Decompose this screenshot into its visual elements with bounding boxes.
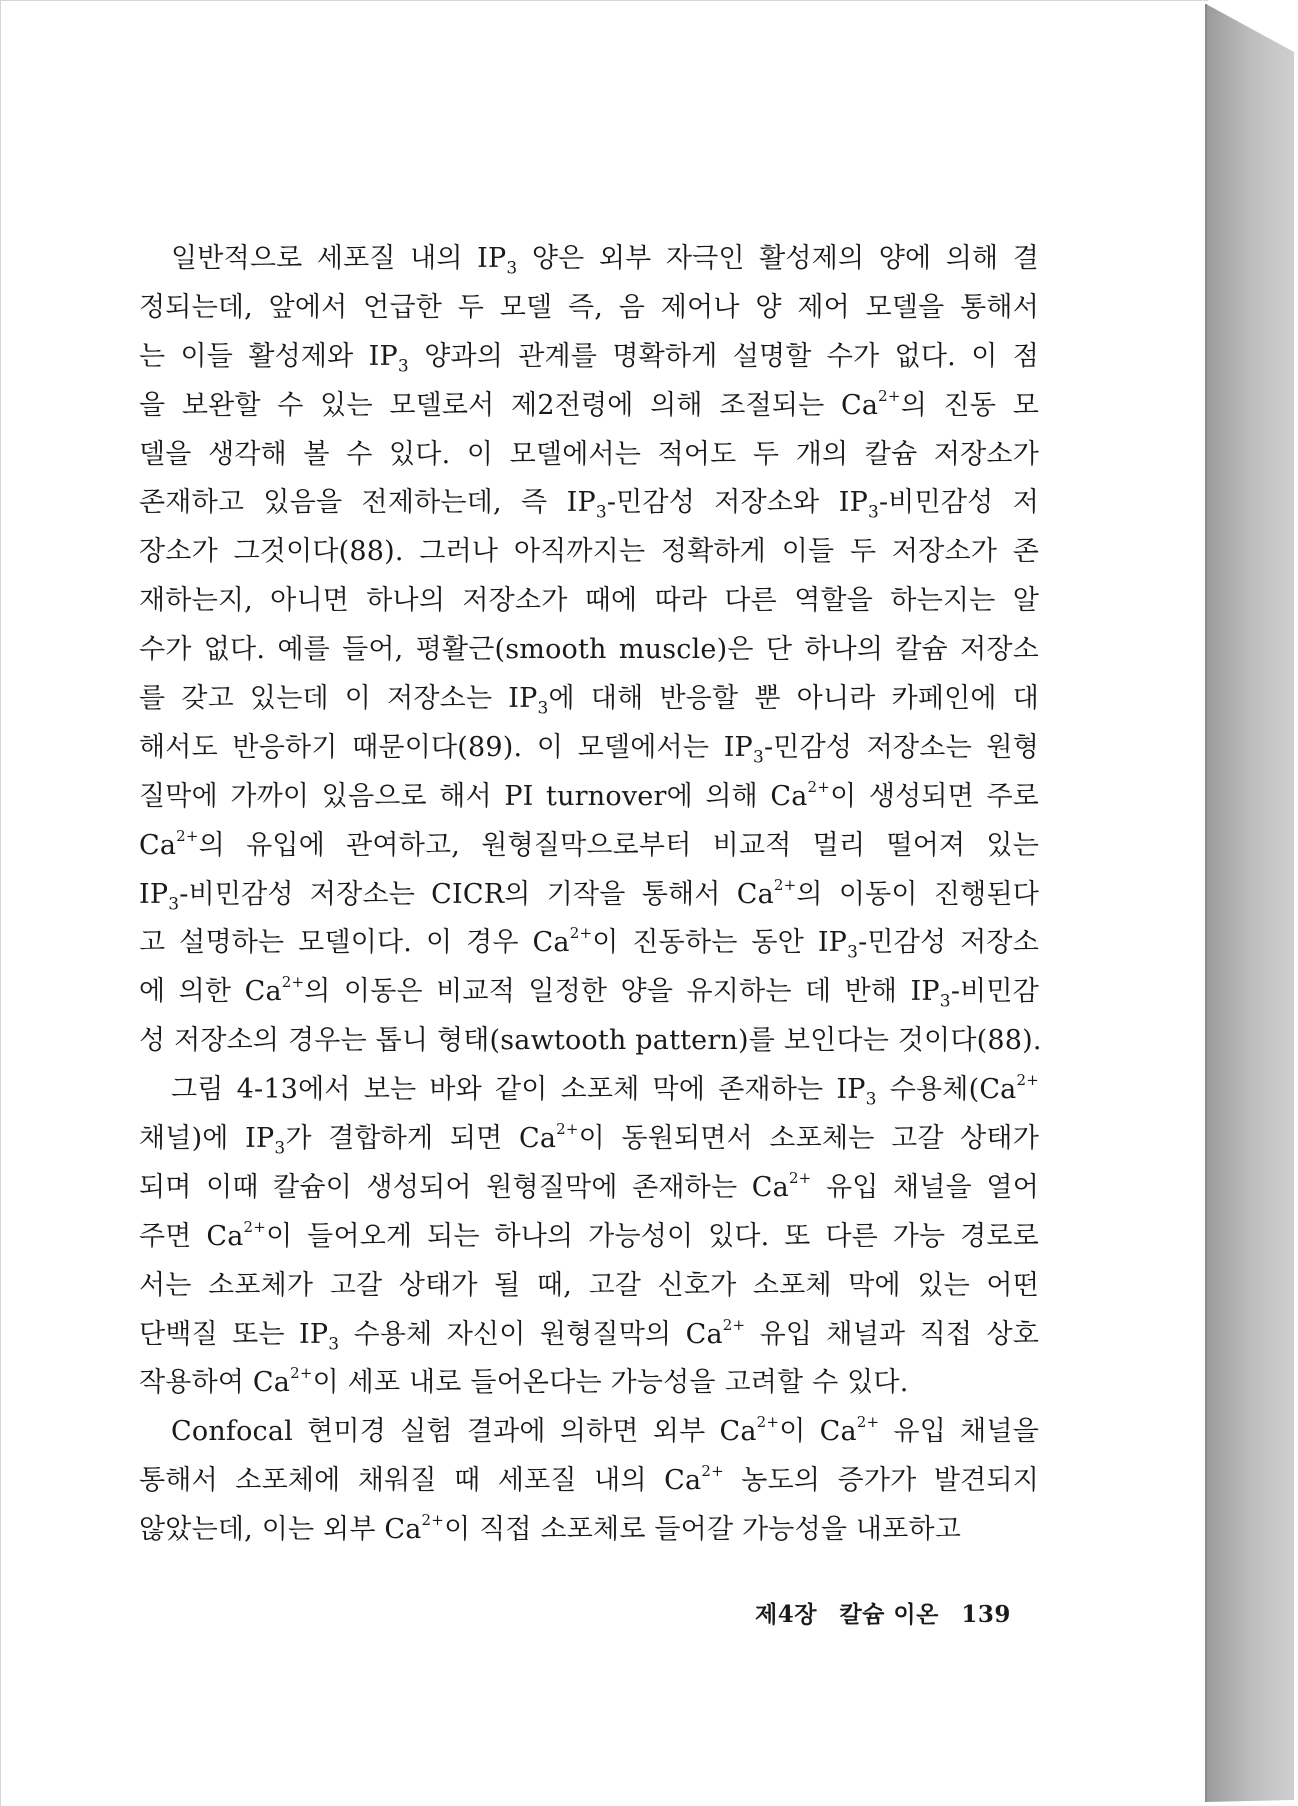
- text-line: 그림 4-13에서 보는 바와 같이 소포체 막에 존재하는 $IP_3$ 수용체($Ca^{2+}$: [171, 1071, 1039, 1110]
- text-line: 단백질 또는 $IP_3$ 수용체 자신이 원형질막의 $Ca^{2+}$ 유입 채널과 직접 상호: [139, 1315, 1040, 1354]
- page-footer: [755, 1596, 1025, 1629]
- text-line: 해서도 반응하기 때문이다(89). 이 모델에서는 $IP_3-$민감성 저장소는 원형: [139, 731, 1039, 768]
- page-number: 139: [961, 1601, 1011, 1628]
- text-line: 을 보완할 수 있는 모델로서 제2전령에 의해 조절되는 $Ca^{2+}$의 진동 모: [139, 386, 1039, 421]
- text-line: 수가 없다. 예를 들어, 평활근(smooth muscle)은 단 하나의 칼슘 저장소: [139, 634, 1039, 666]
- text-line: 주면 $Ca^{2+}$이 들어오게 되는 하나의 가능성이 있다. 또 다른 가능 경로로: [139, 1217, 1039, 1252]
- text-line: 를 갖고 있는데 이 저장소는 $IP_3$에 대해 반응할 뿐 아니라 카페인에 대: [139, 683, 1039, 719]
- text-line: 되며 이때 칼슘이 생성되어 원형질막에 존재하는 $Ca^{2+}$ 유입 채널을 열어: [139, 1168, 1039, 1203]
- text-line: 통해서 소포체에 채워질 때 세포질 내의 $Ca^{2+}$ 농도의 증가가 발견되지: [139, 1462, 1039, 1497]
- footer-title: 칼슘 이온: [839, 1601, 939, 1628]
- text-line: 정되는데, 앞에서 언급한 두 모델 즉, 음 제어나 양 제어 모델을 통해서: [139, 291, 1039, 323]
- text-line: 재하는지, 아니면 하나의 저장소가 때에 따라 다른 역할을 하는지는 알: [139, 585, 1039, 617]
- text-line: 존재하고 있음을 전제하는데, 즉 $IP_3-$민감성 저장소와 $IP_3-$비민감성 저: [139, 487, 1039, 523]
- body-text: [139, 235, 1042, 1555]
- text-line: 에 의한 $Ca^{2+}$의 이동은 비교적 일정한 양을 유지하는 데 반해 $IP_3-$비민감: [139, 973, 1039, 1012]
- text-line: $Ca^{2+}$의 유입에 관여하고, 원형질막으로부터 비교적 멀리 떨어져 있는: [139, 826, 1039, 861]
- text-line: 일반적으로 세포질 내의 $IP_3$ 양은 외부 자극인 활성제의 양에 의해 결: [171, 243, 1039, 279]
- text-line: Confocal 현미경 실험 결과에 의하면 외부 $Ca^{2+}$이 $Ca^{2+}$ 유입 채널을: [171, 1413, 1039, 1448]
- text-line: 델을 생각해 볼 수 있다. 이 모델에서는 적어도 두 개의 칼슘 저장소가: [139, 438, 1039, 470]
- text-line: 고 설명하는 모델이다. 이 경우 $Ca^{2+}$이 진동하는 동안 $IP_3-$민감성 저장소: [139, 924, 1039, 963]
- book-side-edge: [1202, 0, 1298, 1806]
- footer-chapter: 제4장: [755, 1601, 817, 1628]
- text-line: 서는 소포체가 고갈 상태가 될 때, 고갈 신호가 소포체 막에 있는 어떤: [139, 1269, 1039, 1301]
- text-line: 않았는데, 이는 외부 $Ca^{2+}$이 직접 소포체로 들어갈 가능성을 내포하고: [139, 1511, 962, 1546]
- text-line: 작용하여 $Ca^{2+}$이 세포 내로 들어온다는 가능성을 고려할 수 있다.: [139, 1364, 909, 1399]
- text-line: 채널)에 $IP_3$가 결합하게 되면 $Ca^{2+}$이 동원되면서 소포체는 고갈 상태가: [139, 1120, 1039, 1159]
- text-line: 성 저장소의 경우는 톱니 형태(sawtooth pattern)를 보인다는 것이다(88).: [139, 1025, 1042, 1057]
- text-line: 는 이들 활성제와 $IP_3$ 양과의 관계를 명확하게 설명할 수가 없다. 이 점: [139, 340, 1039, 377]
- text-line: 질막에 가까이 있음으로 해서 PI turnover에 의해 $Ca^{2+}$이 생성되면 주로: [139, 777, 1040, 812]
- text-line: $IP_3-$비민감성 저장소는 CICR의 기작을 통해서 $Ca^{2+}$의 이동이 진행된다: [139, 875, 1040, 914]
- text-line: 장소가 그것이다(88). 그러나 아직까지는 정확하게 이들 두 저장소가 존: [139, 536, 1039, 568]
